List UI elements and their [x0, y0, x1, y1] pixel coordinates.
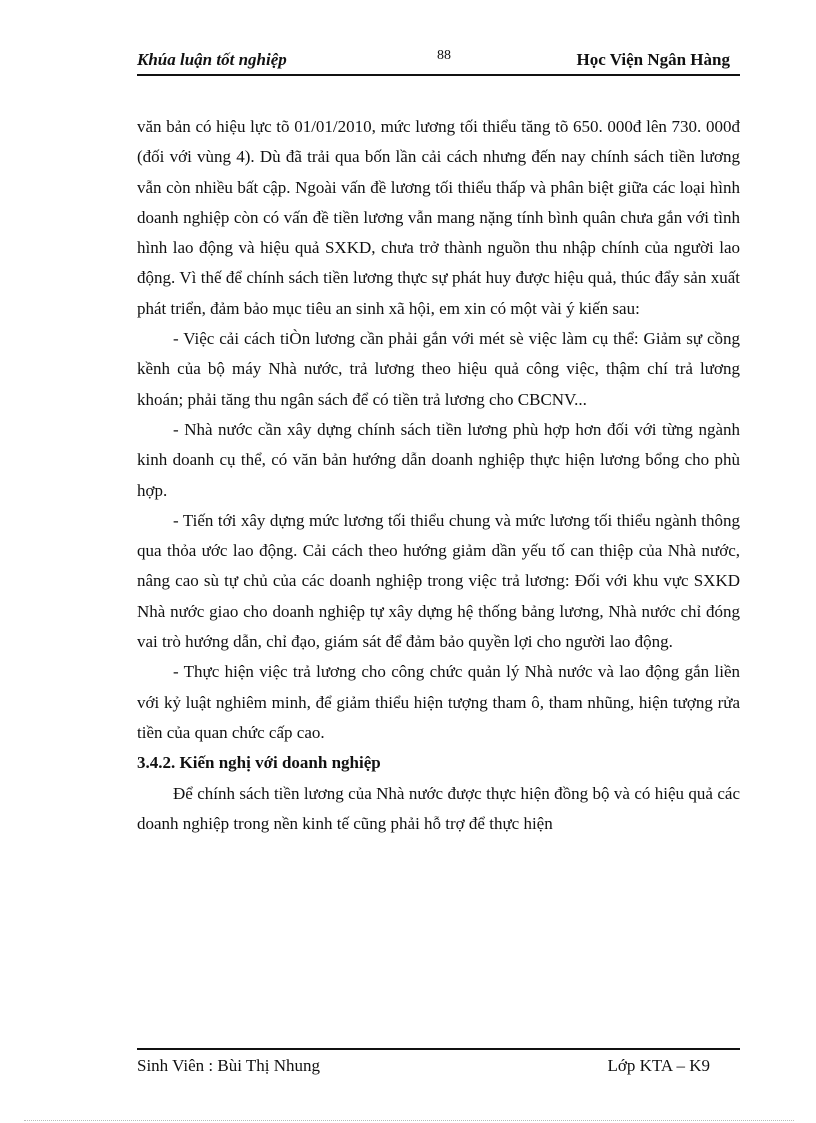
header-thesis-title: Khúa luận tốt nghiệp — [137, 50, 287, 69]
paragraph-intro: văn bản có hiệu lực tõ 01/01/2010, mức lương tối thiểu tăng tõ 650. 000đ lên 730. 000đ (đối với vùng 4). Dù đã trải qua bốn lần cải cách nhưng đến nay chính sách tiền lương vẫn còn nhiều bất cập. Ngoài vấn đề lương tối thiểu thấp và phân biệt giữa các loại hình doanh nghiệp còn có vấn đề tiền lương vẫn mang nặng tính bình quân chưa gắn với tình hình lao động và hiệu quả SXKD, chưa trở thành nguồn thu nhập chính của người lao động. Vì thế để chính sách tiền lương thực sự phát huy được hiệu quả, thúc đẩy sản xuất phát triển, đảm bảo mục tiêu an sinh xã hội, em xin có một vài ý kiến sau: — [137, 117, 740, 318]
page-edge-divider — [24, 1120, 794, 1121]
paragraph-enterprise: Để chính sách tiền lương của Nhà nước được thực hiện đồng bộ và có hiệu quả các doanh nghiệp trong nền kinh tế cũng phải hỗ trợ để thực hiện — [137, 783, 740, 833]
document-body — [137, 112, 740, 839]
header-institution: Học Viện Ngân Hàng — [576, 50, 730, 69]
section-heading: 3.4.2. Kiến nghị với doanh nghiệp — [137, 753, 381, 773]
paragraph-minimum-wage: - Tiến tới xây dựng mức lương tối thiểu chung và mức lương tối thiểu ngành thông qua thỏa ước lao động. Cải cách theo hướng giảm dần yếu tố can thiệp của Nhà nước, nâng cao sù tự chủ của các doanh nghiệp trong việc trả lương: Đối với khu vực SXKD Nhà nước giao cho doanh nghiệp tự xây dựng hệ thống bảng lương, Nhà nước chỉ đóng vai trò hướng dẫn, chỉ đạo, giám sát để đảm bảo quyền lợi cho người lao động. — [137, 510, 740, 652]
paragraph-salary-reform: - Việc cải cách tiÒn lương cần phải gắn với mét sè việc làm cụ thể: Giảm sự cồng kềnh của bộ máy Nhà nước, trả lương theo hiệu quả công việc, thậm chí trả lương khoán; phải tăng thu ngân sách để có tiền trả lương cho CBCNV... — [137, 329, 740, 409]
page-footer — [137, 1048, 740, 1075]
footer-student-name: Sinh Viên : Bùi Thị Nhung — [137, 1056, 321, 1075]
footer-class: Lớp KTA – K9 — [607, 1056, 710, 1075]
paragraph-discipline: - Thực hiện việc trả lương cho công chức quản lý Nhà nước và lao động gắn liền với kỷ luật nghiêm minh, để giảm thiểu hiện tượng tham ô, tham nhũng, hiện tượng rửa tiền của quan chức cấp cao. — [137, 662, 740, 742]
page-header — [137, 48, 740, 76]
paragraph-sector-policy: - Nhà nước cần xây dựng chính sách tiền lương phù hợp hơn đối với từng ngành kinh doanh cụ thể, có văn bản hướng dẫn doanh nghiệp thực hiện lương bổng cho phù hợp. — [137, 419, 740, 500]
header-page-number: 88 — [437, 48, 451, 63]
